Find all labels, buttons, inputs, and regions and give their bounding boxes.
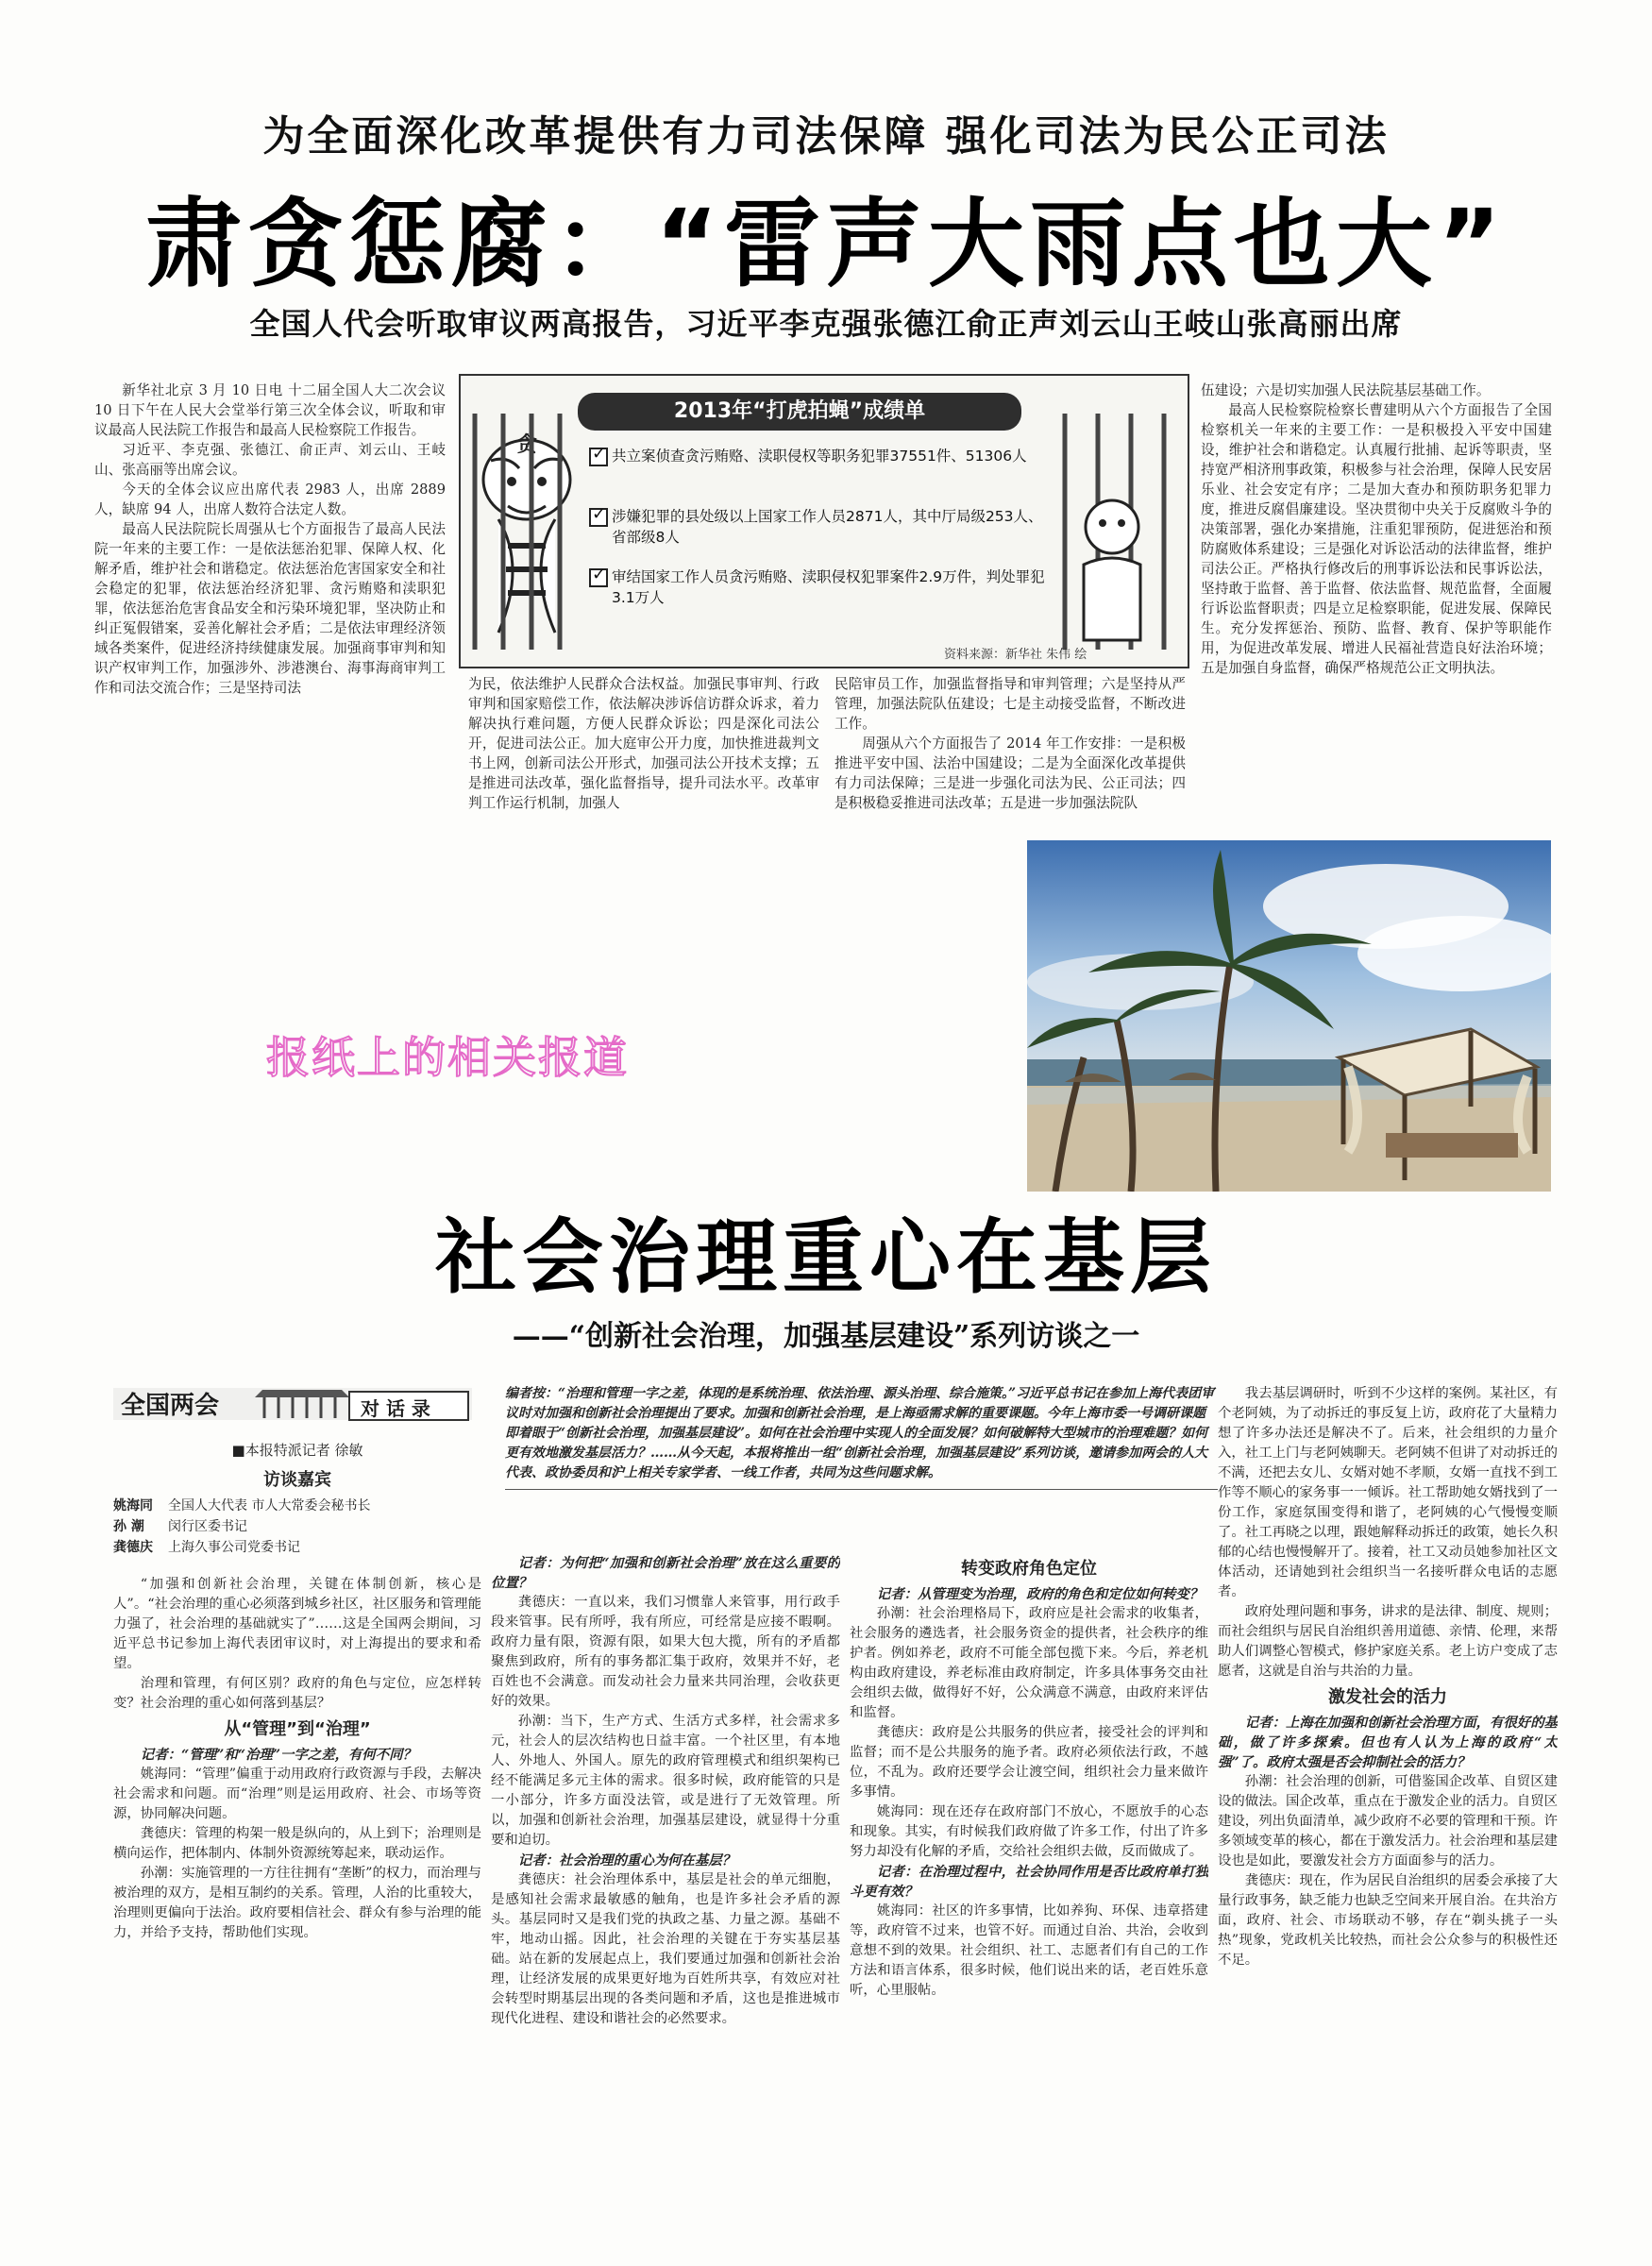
guest: 姚海同 全国人大代表 市人大常委会秘书长 — [113, 1498, 371, 1513]
column-tag — [113, 1380, 472, 1422]
article1-column-1: 新华社北京 3 月 10 日电 十二届全国人大二次会议 10 日下午在人民大会堂举行第三次全体会议，听取和审议最高人民法院工作报告和最高人民检察院工作报告。 习近平、李克强、张德江、俞正声、刘云山、王岐山、张高丽等出席会议。 今天的全体会议应出席代表 2983 人，出席 2889 人，缺席 94 人，出席人数符合法定人数。 最高人民法院院长周强从七个方面报告了最高人民法院一年来的主要工作：一是依法惩治犯罪、保障人权、化解矛盾，维护社会和谐稳定。依法惩治危害国家安全和社会稳定的犯罪，依法惩治经济犯罪、贪污贿赂和渎职犯罪，依法惩治危害食品安全和污染环境犯罪，坚决防止和纠正冤假错案，妥善化解社会矛盾；二是依法审理经济领域各类案件，促进经济持续健康发展。加强商事审判和知识产权审判工作，加强涉外、涉港澳台、海事海商审判工作和司法交流合作；三是坚持司法 — [94, 382, 446, 696]
infographic-item: ✓ 共立案侦查贪污贿赂、渎职侵权等职务犯罪37551件、51306人 — [612, 446, 1055, 466]
section-heading: 转变政府角色定位 — [961, 1559, 1097, 1579]
infographic-item: ✓ 审结国家工作人员贪污贿赂、渎职侵权犯罪案件2.9万件，判处罪犯3.1万人 — [612, 566, 1055, 608]
editor-note: 编者按：“治理和管理一字之差，体现的是系统治理、依法治理、源头治理、综合施策。”习近平总书记在参加上海代表团审议时对加强和创新社会治理提出了要求。加强和创新社会治理，是上海亟需求解的重要课题。今年上海市委一号调研课题即着眼于“创新社会治理，加强基层建设”。如何在社会治理中实现人的全面发展？如何破解特大型城市的治理难题？如何更有效地激发基层活力？……从今天起，本报将推出一组“创新社会治理，加强基层建设”系列访谈，邀请参加两会的人大代表、政协委员和沪上相关专家学者、一线工作者，共同为这些问题求解。 — [505, 1384, 1218, 1490]
article1-kicker: 为全面深化改革提供有力司法保障 强化司法为民公正司法 — [262, 112, 1390, 161]
byline-icon: ■ — [231, 1442, 245, 1459]
column-tag-label-2: 对 话 录 — [361, 1397, 430, 1420]
article2-column-3: 转变政府角色定位 记者：从管理变为治理，政府的角色和定位如何转变？ 孙潮：社会治理格局下，政府应是社会需求的收集者，社会服务的遴选者，社会服务资金的提供者，社会秩序的维护者。例如养老，政府不可能全部包揽下来。今后，养老机构由政府建设，养老标准由政府制定，许多具体事务交由社会组织去做，做得好不好，公众满意不满意，由政府来评估和监督。 龚德庆：政府是公共服务的供应者，接受社会的评判和监督；而不是公共服务的施予者。政府必须依法行政，不越位，不乱为。政府还要学会让渡空间，组织社会力量来做许多事情。 姚海同：现在还存在政府部门不放心，不愿放手的心态和现象。其实，有时候我们政府做了许多工作，付出了许多努力却没有化解的矛盾，交给社会组织去做，反而做成了。 记者：在治理过程中，社会协同作用是否比政府单打独斗更有效？ 姚海同：社区的许多事情，比如养狗、环保、违章搭建等，政府管不过来，也管不好。而通过自治、共治，会收到意想不到的效果。社会组织、社工、志愿者们有自己的工作方法和语言体系，很多时候，他们说出来的话，老百姓乐意听，心里服帖。 — [850, 1559, 1208, 1998]
checkbox-icon — [589, 508, 608, 527]
related-report-label: 报纸上的相关报道 — [266, 1032, 629, 1083]
guests-heading: 访谈嘉宾 — [263, 1470, 331, 1490]
byline: 本报特派记者 徐敏 — [244, 1442, 363, 1459]
tiger-label: 贪 — [515, 432, 538, 457]
guest: 龚德庆 上海久事公司党委书记 — [113, 1540, 300, 1555]
article1-headline: 肃贪惩腐：“雷声大雨点也大” — [144, 189, 1508, 301]
cage-bars-right-icon — [1046, 414, 1178, 650]
article2-subtitle: ——“创新社会治理，加强基层建设”系列访谈之一 — [512, 1320, 1140, 1353]
anticorruption-infographic — [459, 374, 1189, 668]
infographic-credit: 资料来源：新华社 朱伟 绘 — [944, 648, 1087, 662]
guest: 孙 潮 闵行区委书记 — [113, 1519, 247, 1534]
section-heading: 激发社会的活力 — [1328, 1687, 1447, 1707]
cage-bars-left-icon — [461, 414, 593, 650]
article1-column-4: 伍建设；六是切实加强人民法院基层基础工作。 最高人民检察院检察长曹建明从六个方面报告了全国检察机关一年来的主要工作：一是积极投入平安中国建设，维护社会和谐稳定。认真履行批捕、起诉等职责，坚持宽严相济刑事政策，积极参与社会治理，保障人民安居乐业、社会安定有序；二是加大查办和预防职务犯罪力度，推进反腐倡廉建设。坚决贯彻中央关于反腐败斗争的决策部署，强化办案措施，注重犯罪预防，促进惩治和预防腐败体系建设；三是强化对诉讼活动的法律监督，维护司法公正。严格执行修改后的刑事诉讼法和民事诉讼法，坚持敢于监督、善于监督、依法监督、规范监督，全面履行诉讼监督职责；四是立足检察职能，促进发展、保障民生。充分发挥惩治、预防、监督、教育、保护等职能作用，为促进改革发展、增进人民福祉营造良好法治环境；五是加强自身监督，确保严格规范公正文明执法。 — [1201, 382, 1552, 676]
section-heading: 从“管理”到“治理” — [224, 1719, 371, 1739]
column-tag-label: 全国两会 — [121, 1392, 220, 1420]
checkbox-icon — [589, 568, 608, 587]
article1-column-2: 为民，依法维护人民群众合法权益。加强民事审判、行政审判和国家赔偿工作，依法解决涉诉信访群众诉求，着力解决执行难问题，方便人民群众诉讼；四是深化司法公开，促进司法公正。加大庭审公开力度，加快推进裁判文书上网，创新司法公开形式，加强司法公开技术支撑；五是推进司法改革，强化监督指导，提升司法水平。改革审判工作运行机制，加强人 — [468, 676, 819, 811]
article2-headline: 社会治理重心在基层 — [435, 1210, 1217, 1305]
infographic-item: ✓ 涉嫌犯罪的县处级以上国家工作人员2871人，其中厅局级253人、省部级8人 — [612, 506, 1055, 548]
article1-deck: 全国人代会听取审议两高报告，习近平李克强张德江俞正声刘云山王岐山张高丽出席 — [249, 306, 1403, 342]
checkbox-icon — [589, 448, 608, 466]
beach-photo — [1027, 840, 1551, 1192]
article2-column-2: 记者：为何把“加强和创新社会治理”放在这么重要的位置？ 龚德庆：一直以来，我们习惯靠人来管事，用行政手段来管事。民有所呼，我有所应，可经常是应接不暇啊。政府力量有限，资源有限，如果大包大揽，所有的矛盾都聚焦到政府，所有的事务都汇集于政府，效果并不好，老百姓也不会满意。而发动社会力量来共同治理，会收获更好的效果。 孙潮：当下，生产方式、生活方式多样，社会需求多元，社会人的层次结构也日益丰富。一个社区里，有本地人、外地人、外国人。原先的政府管理模式和组织架构已经不能满足多元主体的需求。很多时候，政府能管的只是一小部分，许多方面没法管，或是进行了无效管理。所以，加强和创新社会治理，加强基层建设，就显得十分重要和迫切。 记者：社会治理的重心为何在基层？ 龚德庆：社会治理体系中，基层是社会的单元细胞，是感知社会需求最敏感的触角，也是许多社会矛盾的源头。基层同时又是我们党的执政之基、力量之源。基础不牢，地动山摇。因此，社会治理的关键在于夯实基层基础。站在新的发展起点上，我们要通过加强和创新社会治理，让经济发展的成果更好地为百姓所共享，有效应对社会转型时期基层出现的各类问题和矛盾，这也是推进城市现代化进程、建设和谐社会的必然要求。 — [491, 1555, 840, 2026]
infographic-title: 2013年“打虎拍蝇”成绩单 — [578, 393, 1021, 431]
article2-column-4: 我去基层调研时，听到不少这样的案例。某社区，有个老阿姨，为了动拆迁的事反复上访，政府花了大量精力想了许多办法还是解决不了。后来，社会组织的力量介入，社工上门与老阿姨聊天。老阿姨不但讲了对动拆迁的不满，还把去女儿、女婿对她不孝顺，女婿一直找不到工作等不顺心的家务事一一倾诉。社工帮助她女婿找到了一份工作，家庭氛围变得和谐了，老阿姨的心气慢慢变顺了。社工再晓之以理，跟她解释动拆迁的政策，她长久积郁的心结也慢慢解开了。接着，社工又动员她参加社区文体活动，还请她到社会组织当一名接听群众电话的志愿者。 政府处理问题和事务，讲求的是法律、制度、规则；而社会组织与居民自治组织善用道德、亲情、伦理，来帮助人们调整心智模式，修护家庭关系。老上访户变成了志愿者，这就是自治与共治的力量。 激发社会的活力 记者：上海在加强和创新社会治理方面，有很好的基础，做了许多探索。但也有人认为上海的政府“太强”了。政府太强是否会抑制社会的活力？ 孙潮：社会治理的创新，可借鉴国企改革、自贸区建设的做法。国企改革，重点在于激发企业的活力。自贸区建设，列出负面清单，减少政府不必要的管理和干预。许多领域变革的核心，都在于激发活力。社会治理和基层建设也是如此，要激发社会方方面面参与的活力。 龚德庆：现在，作为居民自治组织的居委会承接了大量行政事务，缺乏能力也缺乏空间来开展自治。在共治方面，政府、社会、市场联动不够，存在“剃头挑子一头热”现象，党政机关比较热，而社会公众参与的积极性还不足。 — [1218, 1386, 1558, 1968]
article1-column-3: 民陪审员工作，加强监督指导和审判管理；六是坚持从严管理，加强法院队伍建设；七是主动接受监督，不断改进工作。 周强从六个方面报告了 2014 年工作安排：一是积极推进平安中国、法治中国建设；二是为全面深化改革提供有力司法保障；三是进一步强化司法为民、公正司法；四是积极稳妥推进司法改革；五是进一步加强法院队 — [834, 676, 1186, 811]
article2-column-1: ■本报特派记者 徐敏 访谈嘉宾 姚海同 全国人大代表 市人大常委会秘书长 孙 潮 闵行区委书记 龚德庆 上海久事公司党委书记 “加强和创新社会治理，关键在体制创新，核心是人”。“社会治理的重心必须落到城乡社区，社区服务和管理能力强了，社会治理的基础就实了”……这是全国两会期间，习近平总书记参加上海代表团审议时，对上海提出的要求和希望。 治理和管理，有何区别？政府的角色与定位，应怎样转变？社会治理的重心如何落到基层？ 从“管理”到“治理” 记者：“管理”和“治理”一字之差，有何不同？ 姚海同：“管理”偏重于动用政府行政资源与手段，去解决社会需求和问题。而“治理”则是运用政府、社会、市场等资源，协同解决问题。 龚德庆：管理的构架一般是纵向的，从上到下；治理则是横向运作，把体制内、体制外资源统筹起来，联动运作。 孙潮：实施管理的一方往往拥有“垄断”的权力，而治理与被治理的双方，是相互制约的关系。管理，人治的比重较大，治理则更偏向于法治。政府要相信社会、群众有参与治理的能力，并给予支持，帮助他们实现。 — [113, 1442, 481, 1940]
